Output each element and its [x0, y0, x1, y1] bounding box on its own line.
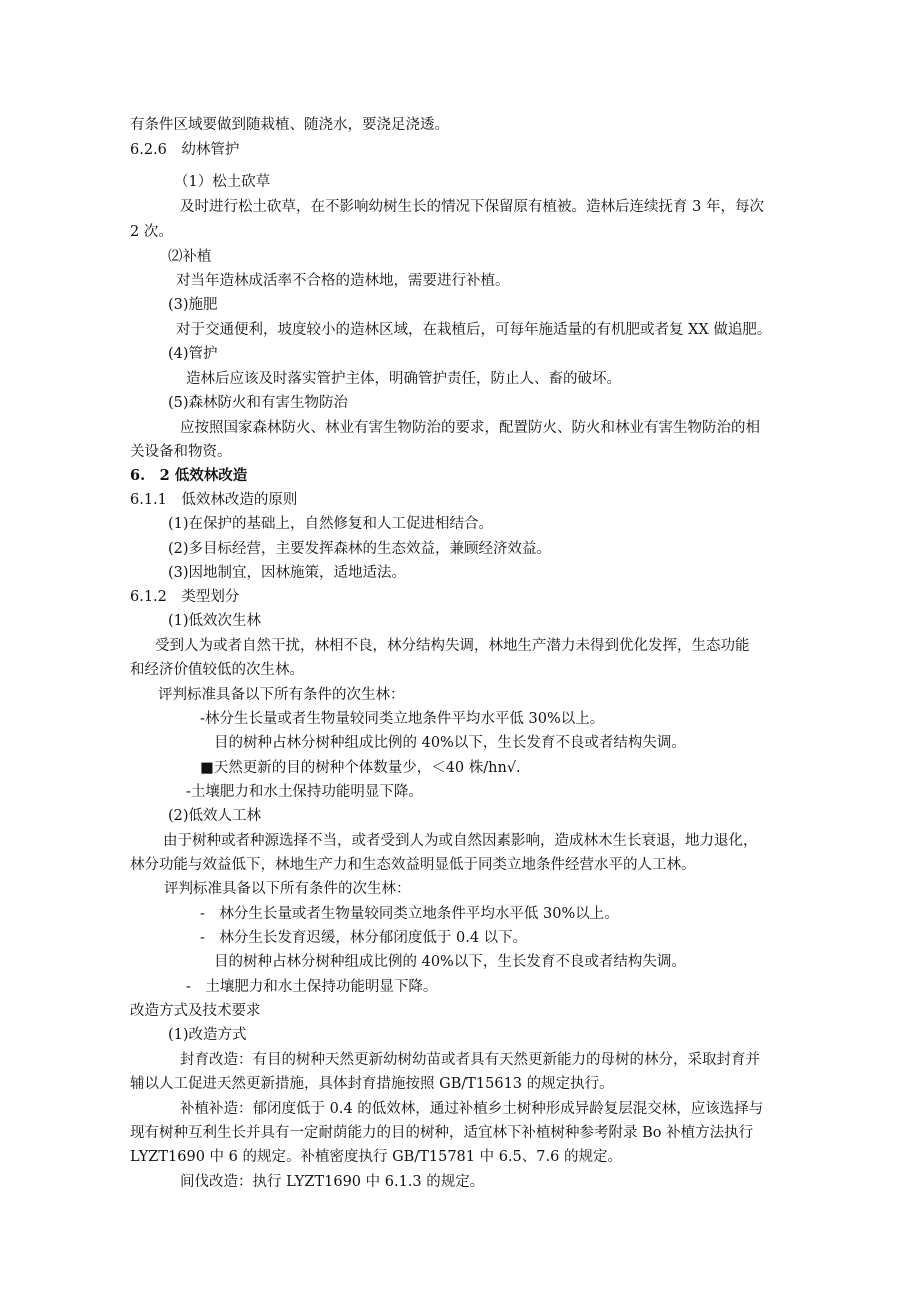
- criteria-item: 目的树种占林分树种组成比例的 40%以下，生长发育不良或者结构失调。: [214, 735, 686, 751]
- criteria-item: -林分生长量或者生物量较同类立地条件平均水平低 30%以上。: [200, 711, 605, 727]
- section-heading: 6.1.1 低效林改造的原则: [130, 492, 298, 508]
- section-heading: 6.1.2 类型划分: [130, 589, 240, 605]
- criteria-item: -土壤肥力和水土保持功能明显下降。: [186, 784, 423, 800]
- text-line: 2 次。: [130, 224, 173, 240]
- criteria-item: - 林分生长发育迟缓，林分郁闭度低于 0.4 以下。: [200, 930, 528, 946]
- subsection-heading: (1)低效次生林: [168, 613, 262, 629]
- subsection-heading: (2)低效人工林: [168, 808, 262, 824]
- text-line: 由于树种或者种源选择不当，或者受到人为或自然因素影响，造成林木生长衰退，地力退化，: [163, 833, 758, 849]
- criteria-item: ■天然更新的目的树种个体数量少，＜40 株/hn√.: [200, 760, 521, 776]
- text-line: 对当年造林成活率不合格的造林地，需要进行补植。: [176, 273, 510, 289]
- text-line: 补植补造：郁闭度低于 0.4 的低效林，通过补植乡土树种形成异龄复层混交林，应该选择与: [180, 1101, 764, 1117]
- criteria-item: 目的树种占林分树种组成比例的 40%以下，生长发育不良或者结构失调。: [214, 954, 686, 970]
- subsection-heading: (1)改造方式: [168, 1027, 247, 1043]
- section-heading: 6. 2 低效林改造: [130, 467, 248, 484]
- subsection-heading: （1）松土砍草: [174, 174, 271, 190]
- criteria-item: - 土壤肥力和水土保持功能明显下降。: [186, 979, 438, 995]
- criteria-item: - 林分生长量或者生物量较同类立地条件平均水平低 30%以上。: [200, 906, 619, 922]
- section-heading: 改造方式及技术要求: [130, 1003, 261, 1019]
- text-line: 造林后应该及时落实管护主体，明确管护责任，防止人、畜的破坏。: [186, 371, 621, 387]
- text-line: 评判标准具备以下所有条件的次生林：: [158, 687, 405, 703]
- text-line: 间伐改造：执行 LYZT1690 中 6.1.3 的规定。: [180, 1174, 485, 1190]
- text-line: 应按照国家森林防火、林业有害生物防治的要求，配置防火、防火和林业有害生物防治的相: [180, 420, 760, 436]
- text-line: 受到人为或者自然干扰，林相不良，林分结构失调，林地生产潜力未得到优化发挥，生态功能: [155, 638, 750, 654]
- text-line: 林分功能与效益低下，林地生产力和生态效益明显低于同类立地条件经营水平的人工林。: [130, 857, 696, 873]
- subsection-heading: (3)施肥: [168, 297, 218, 313]
- list-item: (3)因地制宜，因林施策，适地适法。: [168, 565, 407, 581]
- text-line: 关设备和物资。: [130, 444, 232, 460]
- text-line: 和经济价值较低的次生林。: [130, 662, 304, 678]
- subsection-heading: ⑵补植: [168, 249, 212, 265]
- section-heading: 6.2.6 幼林管护: [130, 142, 240, 158]
- text-line: 及时进行松土砍草，在不影响幼树生长的情况下保留原有植被。造林后连续抚育 3 年，每次: [180, 199, 764, 215]
- list-item: (2)多目标经营，主要发挥森林的生态效益，兼顾经济效益。: [168, 541, 552, 557]
- text-line: 有条件区域要做到随栽植、随浇水，要浇足浇透。: [130, 117, 449, 133]
- text-line: LYZT1690 中 6 的规定。补植密度执行 GB/T15781 中 6.5、7.6 的规定。: [130, 1149, 622, 1165]
- list-item: (1)在保护的基础上，自然修复和人工促进相结合。: [168, 516, 494, 532]
- subsection-heading: (5)森林防火和有害生物防治: [168, 395, 349, 411]
- text-line: 封育改造：有目的树种天然更新幼树幼苗或者具有天然更新能力的母树的林分，采取封育并: [180, 1052, 760, 1068]
- text-line: 辅以人工促进天然更新措施，具体封育措施按照 GB/T15613 的规定执行。: [130, 1076, 614, 1092]
- text-line: 评判标准具备以下所有条件的次生林：: [164, 881, 411, 897]
- subsection-heading: (4)管护: [168, 346, 218, 362]
- text-line: 现有树种互利生长并具有一定耐荫能力的目的树种，适宜林下补植树种参考附录 Bo 补植方法执行: [130, 1125, 754, 1141]
- text-line: 对于交通便利，坡度较小的造林区域，在栽植后，可每年施适量的有机肥或者复 XX 做追肥。: [176, 322, 772, 338]
